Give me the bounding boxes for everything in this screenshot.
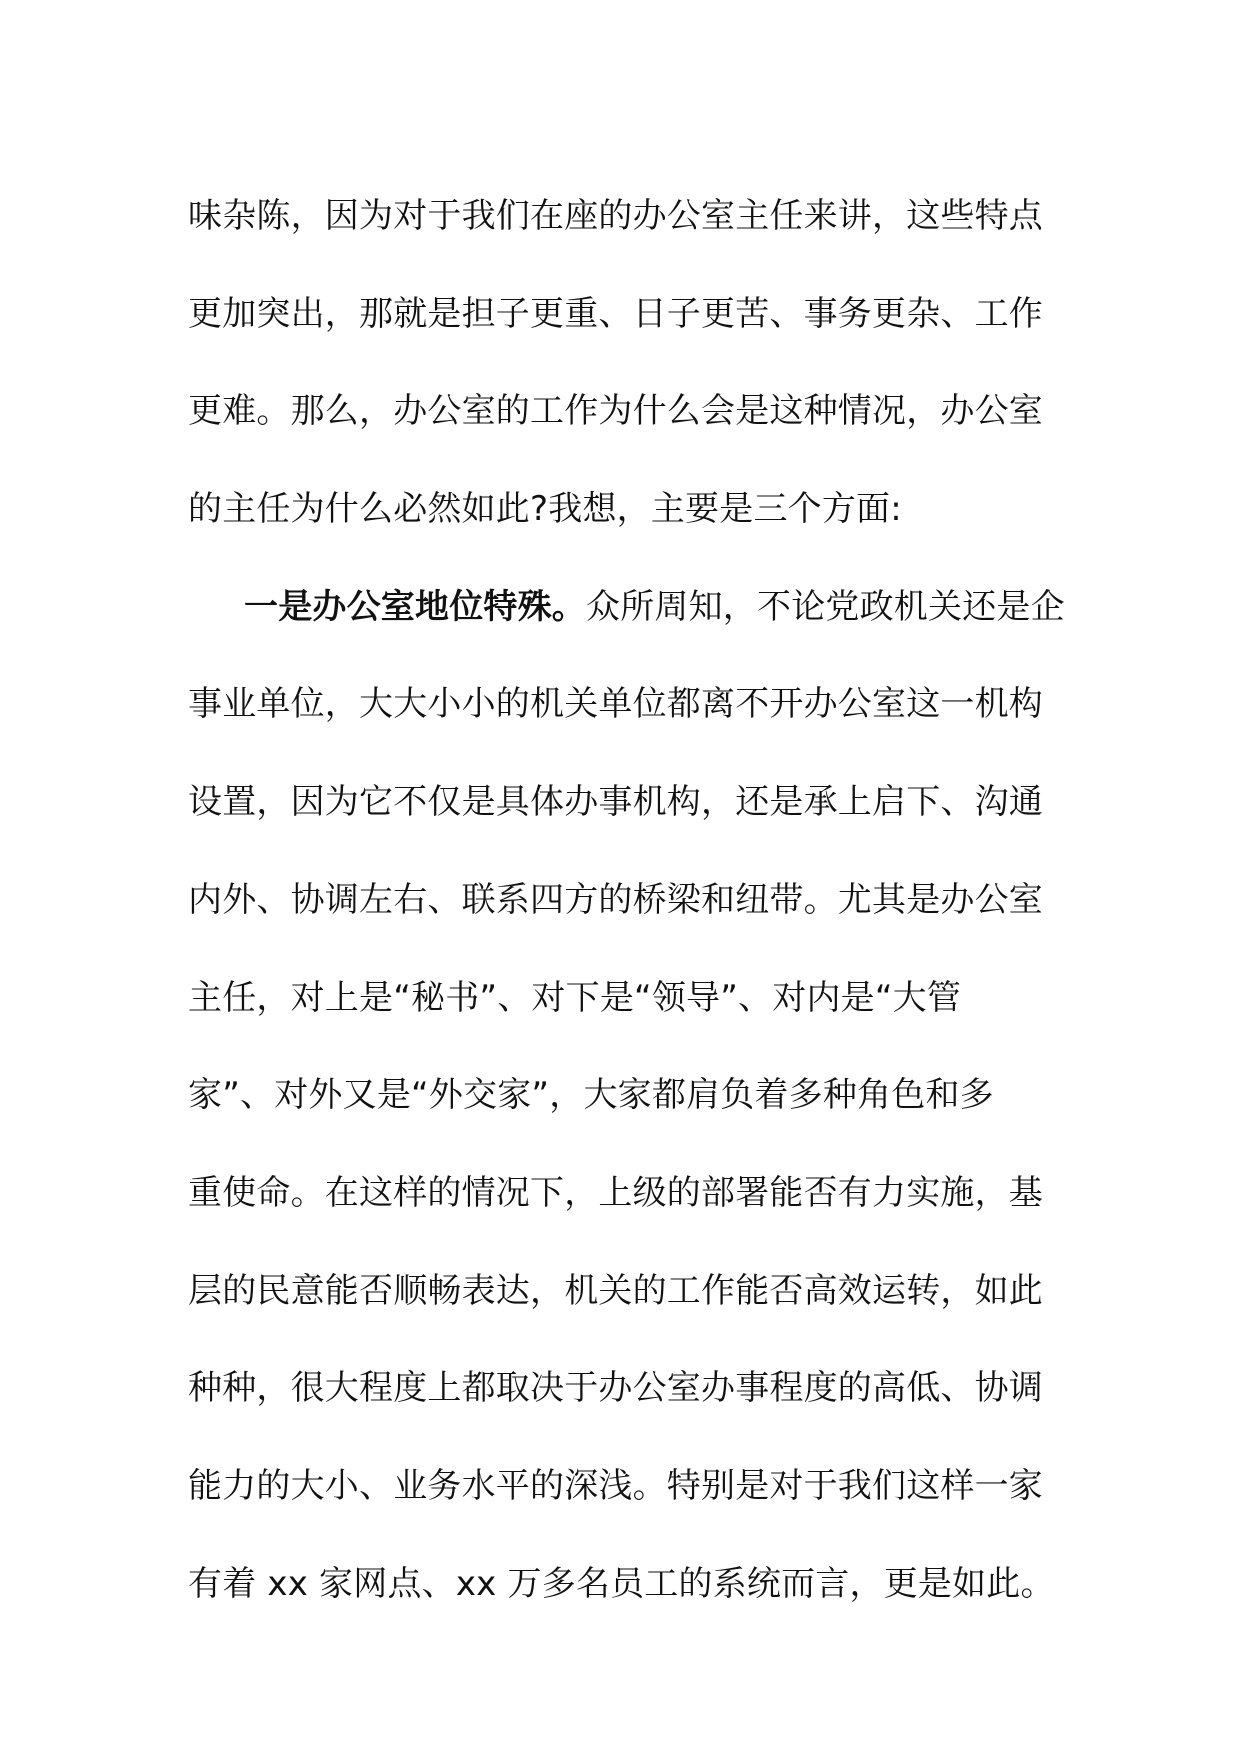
paragraph-heading: 一是办公室地位特殊。 (244, 586, 586, 627)
text-line: 内外、协调左右、联系四方的桥梁和纽带。尤其是办公室 (188, 879, 1043, 920)
text-line: 家”、对外又是“外交家”，大家都肩负着多种角色和多 (188, 1075, 994, 1116)
text-line: 主任，对上是“秘书”、对下是“领导”、对内是“大管 (188, 977, 962, 1018)
text-line: 更难。那么，办公室的工作为什么会是这种情况，办公室 (188, 391, 1043, 432)
text-line: 有着 xx 家网点、xx 万多名员工的系统而言，更是如此。 (188, 1563, 1055, 1604)
paragraph-first-line (188, 559, 1065, 657)
text-line: 味杂陈，因为对于我们在座的办公室主任来讲，这些特点 (188, 196, 1043, 236)
text-line: 事业单位，大大小小的机关单位都离不开办公室这一机构 (188, 684, 1043, 725)
text-line: 更加突出，那就是担子更重、日子更苦、事务更杂、工作 (188, 293, 1043, 334)
paragraph-first-line-text: 众所周知，不论党政机关还是企 (586, 586, 1065, 627)
paragraph-1 (188, 168, 1048, 559)
text-line: 能力的大小、业务水平的深浅。特别是对于我们这样一家 (188, 1465, 1043, 1506)
text-line: 层的民意能否顺畅表达，机关的工作能否高效运转，如此 (188, 1270, 1043, 1311)
text-line: 的主任为什么必然如此?我想，主要是三个方面: (188, 489, 902, 530)
text-line: 设置，因为它不仅是具体办事机构，还是承上启下、沟通 (188, 782, 1043, 823)
paragraph-2 (188, 559, 1065, 1634)
document-body (188, 168, 1065, 1633)
text-line: 种种，很大程度上都取决于办公室办事程度的高低、协调 (188, 1368, 1043, 1409)
text-line: 重使命。在这样的情况下，上级的部署能否有力实施，基 (188, 1172, 1043, 1213)
